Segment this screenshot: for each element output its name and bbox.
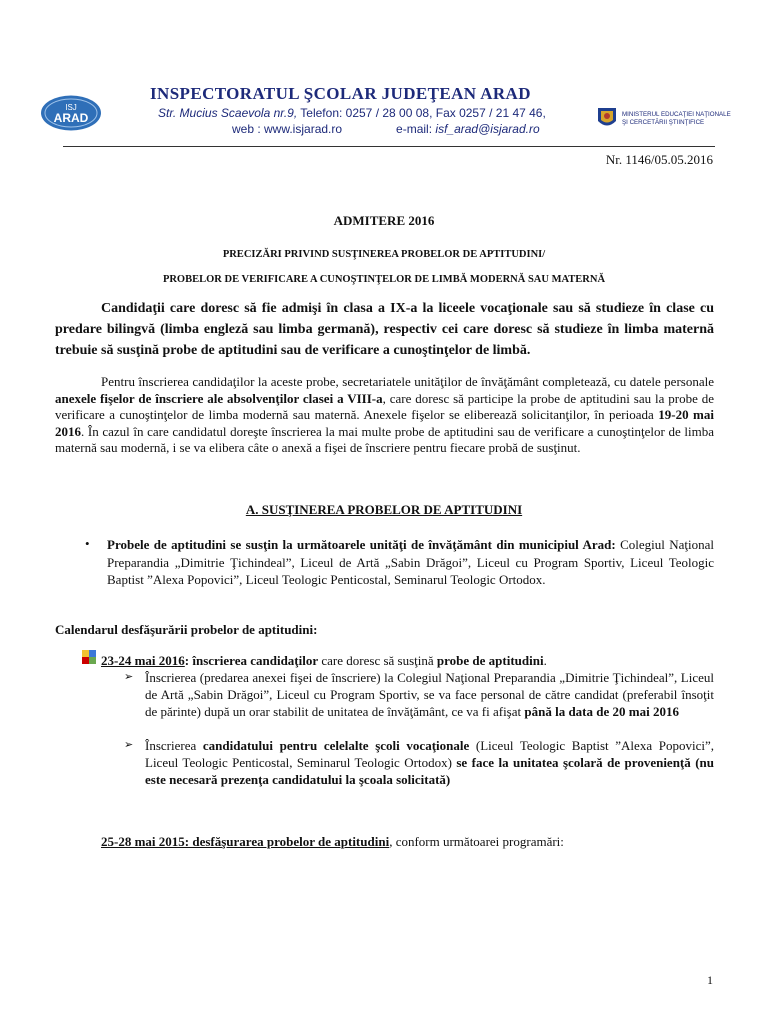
contact-line-1 — [158, 106, 546, 120]
arrow-bullet-icon: ➢ — [124, 671, 134, 683]
section-a-title: A. SUSŢINEREA PROBELOR DE APTITUDINI — [245, 502, 523, 517]
bullet-icon: • — [85, 536, 90, 551]
logo-text-arad: ARAD — [53, 111, 89, 125]
email-address: isf_arad@isjarad.ro — [435, 122, 540, 136]
text-run: Colegiul Naţional Preparandia „Dimitrie Ţichindeal”, Liceul de Artă „Sabin Drăgoi”, Liceul cu Program Sportiv, Liceul Teologic Baptist ”Alexa Popovici”, Liceul Teologic Penticostal, Seminarul Teologic Ortodox. — [107, 537, 715, 587]
document-subtitle-1: PRECIZĂRI PRIVIND SUSŢINEREA PROBELOR DE APTITUDINI/ — [222, 249, 546, 260]
text-run-bold: se face la unitatea şcolară de provenienţă (nu este necesară prezenţa candidatului la şcoala solicitată) — [145, 755, 714, 787]
ministry-text-2: ŞI CERCETĂRII ŞTIINŢIFICE — [622, 119, 705, 126]
intro-paragraph: Candidaţii care doresc să fie admişi în clasa a IX-a la liceele vocaţionale sau să studieze în clase cu predare bilingvă (limba engleză sau limba germană), respectiv cei care doresc să studieze în limba maternă trebuie să susţină probe de aptitudini sau de verificare a cunoştinţelor de limbă. — [55, 301, 714, 358]
phone-fax: Telefon: 0257 / 28 00 08, Fax 0257 / 21 47 46, — [300, 106, 546, 120]
text-run: (Liceul Teologic Baptist ”Alexa Popovici”, Liceul Teologic Penticostal, Seminarul Teologic Ortodox) — [145, 738, 714, 770]
ministry-logo — [594, 105, 744, 133]
document-subtitle-2: PROBELOR DE VERIFICARE A CUNOŞTINŢELOR DE LIMBĂ MODERNĂ SAU MATERNĂ — [162, 274, 606, 285]
text-run-bold: Probele de aptitudini se susţin la următoarele unităţi de învăţământ din municipiul Arad: — [107, 537, 616, 552]
date-range: 23-24 mai 2016 — [101, 653, 185, 668]
ministry-text-1: MINISTERUL EDUCAŢIEI NAŢIONALE — [622, 111, 731, 118]
registration-detail-1 — [145, 669, 714, 720]
text-run-bold: anexele fişelor de înscriere ale absolvenţilor clasei a VIII-a — [55, 390, 383, 406]
text-run-bold: probe de aptitudini — [436, 653, 544, 668]
registration-paragraph — [55, 374, 714, 457]
text-run: care doresc să susţină — [318, 653, 437, 668]
registration-detail-2 — [145, 737, 714, 788]
text-run: , conform următoarei programări: — [389, 834, 564, 849]
calendar-bullet-icon — [82, 650, 96, 664]
institution-title: INSPECTORATUL ŞCOLAR JUDEŢEAN ARAD — [150, 84, 531, 103]
logo-text-isj: ISJ — [65, 103, 77, 112]
calendar-heading: Calendarul desfăşurării probelor de aptitudini: — [55, 622, 318, 637]
text-run: . — [543, 653, 547, 668]
text-run: Înscrierea — [145, 738, 203, 753]
calendar-item-registration — [101, 652, 714, 669]
isj-arad-logo — [40, 94, 102, 132]
text-run: , care doresc să participe la probe de aptitudini sau la probe de verificare a cunoştinţelor de limba modernă sau maternă. Anexele fişelor se eliberează solicitanţilor, în perioada — [55, 390, 714, 422]
text-run-bold: candidatului pentru celelalte şcoli vocaţionale — [202, 738, 470, 753]
website: web : www.isjarad.ro — [232, 122, 343, 136]
text-run-bold: 25-28 mai 2015: desfăşurarea probelor de aptitudini — [101, 834, 390, 849]
text-run: Pentru înscrierea candidaţilor la aceste probe, secretariatele unităţilor de învăţământ completează, cu datele personale — [101, 374, 714, 389]
document-title: ADMITERE 2016 — [333, 213, 435, 228]
text-run: . În cazul în care candidatul doreşte înscrierea la mai multe probe de aptitudini sau de verificare a cunoştinţelor de limba maternă sau modernă, i se va elibera câte o anexă a fişei de înscriere pentru fiecare probă de susţinut. — [55, 423, 714, 455]
bullet-locations — [107, 536, 714, 589]
text-run-bold: : înscrierea candidaţilor — [184, 653, 319, 668]
text-run: Înscrierea (predarea anexei fişei de înscriere) la Colegiul Naţional Preparandia „Dimitrie Ţichindeal”, Liceul de Artă „Sabin Drăgoi”, Liceul cu Program Sportiv, se va face personal de către candidat (preferabil însoţit de părinte) după un orar stabilit de unitatea de învăţământ, ce va fi afişat — [145, 670, 714, 719]
contact-line-2 — [232, 122, 540, 136]
text-run-bold: 19-20 mai 2016 — [55, 407, 714, 439]
page-number: 1 — [707, 973, 713, 987]
address: Str. Mucius Scaevola nr.9, — [158, 106, 298, 120]
arrow-bullet-icon: ➢ — [124, 739, 134, 751]
text-run-bold: până la data de 20 mai 2016 — [524, 704, 679, 719]
section-a-heading — [0, 502, 768, 518]
calendar-item-exams — [101, 834, 564, 850]
email-label: e-mail: — [396, 122, 433, 136]
document-number: Nr. 1146/05.05.2016 — [605, 152, 713, 167]
header-divider — [63, 146, 715, 147]
